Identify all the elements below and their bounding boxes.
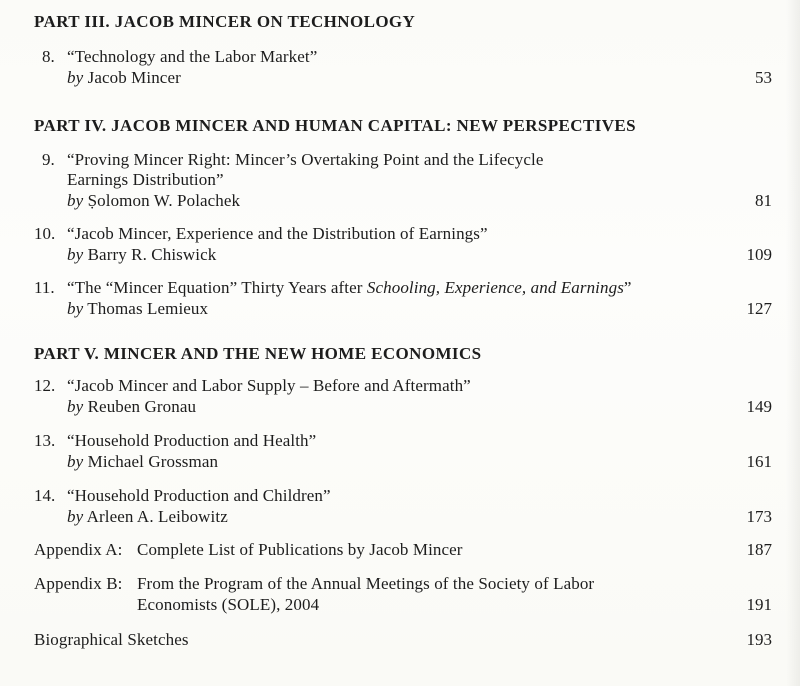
entry-author-line bbox=[67, 68, 181, 88]
entry-page: 53 bbox=[755, 68, 772, 87]
appendix-b-title: From the Program of the Annual Meetings of the Society of Labor bbox=[137, 574, 595, 593]
entry-author-line bbox=[67, 191, 240, 211]
entry-title: “Household Production and Children” bbox=[67, 486, 331, 505]
appendix-b-label: Appendix B: bbox=[34, 574, 123, 593]
part-heading: PART III. JACOB MINCER ON TECHNOLOGY bbox=[34, 12, 416, 31]
entry-number: 12. bbox=[34, 376, 56, 395]
biographical-sketches-page: 193 bbox=[746, 630, 772, 649]
entry-title-italic: Schooling, Experience, and Earnings bbox=[366, 278, 624, 297]
appendix-a-title: Complete List of Publications by Jacob Mincer bbox=[137, 540, 463, 559]
entry-title-suffix: ” bbox=[623, 278, 632, 297]
entry-title: “Jacob Mincer and Labor Supply – Before and Aftermath” bbox=[67, 376, 471, 395]
entry-title: “Proving Mincer Right: Mincer’s Overtaking Point and the Lifecycle bbox=[67, 150, 544, 169]
entry-title: “Household Production and Health” bbox=[67, 431, 317, 450]
entry-title bbox=[67, 278, 632, 298]
entry-author-line bbox=[67, 299, 208, 319]
entry-author: Michael Grossman bbox=[87, 452, 219, 471]
by-label: by bbox=[67, 507, 84, 526]
entry-number: 10. bbox=[34, 224, 56, 243]
entry-author: Reuben Gronau bbox=[87, 397, 197, 416]
scan-edge-shadow bbox=[786, 0, 800, 686]
entry-page: 173 bbox=[746, 507, 772, 526]
entry-author: Thomas Lemieux bbox=[87, 299, 209, 318]
entry-author: Jacob Mincer bbox=[87, 68, 181, 87]
entry-title-cont: Earnings Distribution” bbox=[67, 170, 224, 189]
entry-number: 14. bbox=[34, 486, 56, 505]
by-label: by bbox=[67, 397, 84, 416]
entry-page: 127 bbox=[746, 299, 772, 318]
entry-author: Arleen A. Leibowitz bbox=[86, 507, 228, 526]
entry-author-line bbox=[67, 507, 228, 527]
by-label: by bbox=[67, 191, 84, 210]
entry-page: 161 bbox=[746, 452, 772, 471]
entry-page: 81 bbox=[755, 191, 772, 210]
entry-author-line bbox=[67, 245, 216, 265]
by-label: by bbox=[67, 299, 84, 318]
entry-author-line bbox=[67, 452, 218, 472]
appendix-b-title-cont: Economists (SOLE), 2004 bbox=[137, 595, 320, 614]
appendix-b-page: 191 bbox=[746, 595, 772, 614]
entry-author: Barry R. Chiswick bbox=[87, 245, 217, 264]
part-heading: PART V. MINCER AND THE NEW HOME ECONOMICS bbox=[34, 344, 482, 363]
by-label: by bbox=[67, 68, 84, 87]
entry-number: 13. bbox=[34, 431, 56, 450]
entry-title: “Technology and the Labor Market” bbox=[67, 47, 318, 66]
entry-number: 8. bbox=[42, 47, 55, 66]
appendix-a-page: 187 bbox=[746, 540, 772, 559]
entry-page: 109 bbox=[746, 245, 772, 264]
biographical-sketches-title: Biographical Sketches bbox=[34, 630, 189, 649]
entry-title-prefix: “The “Mincer Equation” Thirty Years after bbox=[67, 278, 367, 297]
entry-page: 149 bbox=[746, 397, 772, 416]
entry-title: “Jacob Mincer, Experience and the Distribution of Earnings” bbox=[67, 224, 488, 243]
by-label: by bbox=[67, 245, 84, 264]
entry-number: 9. bbox=[42, 150, 55, 169]
entry-author: Ṣolomon W. Polachek bbox=[87, 191, 241, 210]
entry-number: 11. bbox=[34, 278, 55, 297]
part-heading: PART IV. JACOB MINCER AND HUMAN CAPITAL: NEW PERSPECTIVES bbox=[34, 116, 636, 135]
by-label: by bbox=[67, 452, 84, 471]
entry-author-line bbox=[67, 397, 196, 417]
appendix-a-label: Appendix A: bbox=[34, 540, 123, 559]
